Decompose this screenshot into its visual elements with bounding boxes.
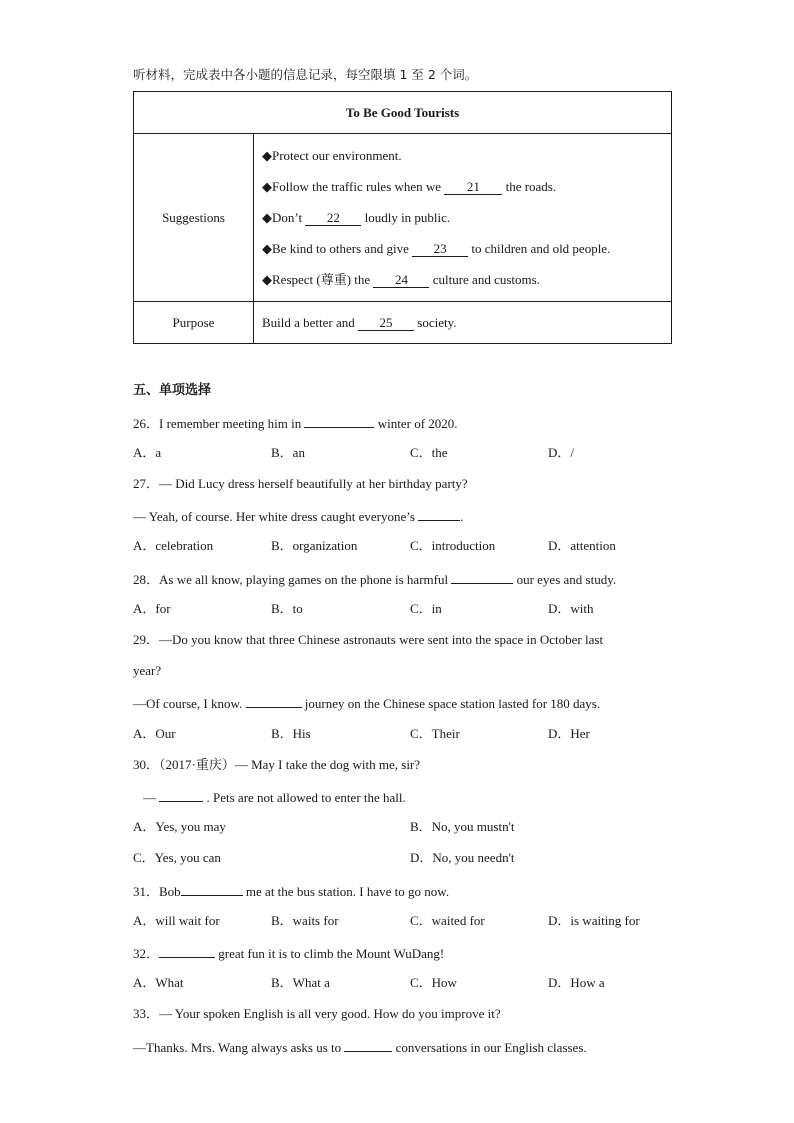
question-29-continued: year? bbox=[133, 663, 162, 678]
option-c[interactable]: C．the bbox=[410, 445, 448, 460]
option-b[interactable]: B．His bbox=[271, 726, 311, 741]
suggestion-item: ◆Don’t 22 loudly in public. bbox=[262, 210, 451, 225]
blank-21[interactable]: 21 bbox=[444, 180, 502, 195]
option-d[interactable]: D．attention bbox=[548, 538, 616, 553]
question-27-response: — Yeah, of course. Her white dress caught everyone’s . bbox=[133, 509, 464, 524]
option-d[interactable]: D．is waiting for bbox=[548, 913, 640, 928]
info-table bbox=[133, 91, 672, 344]
option-b[interactable]: B．waits for bbox=[271, 913, 339, 928]
option-d[interactable]: D．How a bbox=[548, 975, 605, 990]
option-d[interactable]: D．Her bbox=[548, 726, 590, 741]
option-d[interactable]: D．/ bbox=[548, 445, 575, 460]
option-b[interactable]: B．What a bbox=[271, 975, 330, 990]
option-d[interactable]: D．No, you needn't bbox=[410, 850, 515, 865]
answer-blank[interactable] bbox=[181, 882, 243, 896]
question-29: 29．—Do you know that three Chinese astronauts were sent into the space in October last bbox=[133, 632, 604, 647]
option-a[interactable]: A．celebration bbox=[133, 538, 214, 553]
option-b[interactable]: B．No, you mustn't bbox=[410, 819, 515, 834]
question-27: 27．— Did Lucy dress herself beautifully at her birthday party? bbox=[133, 476, 468, 491]
answer-blank[interactable] bbox=[246, 694, 302, 708]
option-a[interactable]: A．What bbox=[133, 975, 184, 990]
question-30-response: — . Pets are not allowed to enter the hall. bbox=[143, 790, 406, 805]
option-a[interactable]: A．Our bbox=[133, 726, 176, 741]
question-29-response: —Of course, I know. journey on the Chinese space station lasted for 180 days. bbox=[133, 696, 601, 711]
option-b[interactable]: B．an bbox=[271, 445, 305, 460]
blank-24[interactable]: 24 bbox=[373, 273, 429, 288]
blank-22[interactable]: 22 bbox=[305, 211, 361, 226]
option-c[interactable]: C．waited for bbox=[410, 913, 485, 928]
option-c[interactable]: C．in bbox=[410, 601, 442, 616]
table-title: To Be Good Tourists bbox=[134, 92, 672, 134]
question-31: 31．Bob me at the bus station. I have to go now. bbox=[133, 884, 450, 899]
option-a[interactable]: A．Yes, you may bbox=[133, 819, 226, 834]
option-c[interactable]: C．How bbox=[410, 975, 457, 990]
answer-blank[interactable] bbox=[418, 507, 460, 521]
question-33-response: —Thanks. Mrs. Wang always asks us to conversations in our English classes. bbox=[133, 1040, 587, 1055]
answer-blank[interactable] bbox=[344, 1038, 392, 1052]
blank-25[interactable]: 25 bbox=[358, 316, 414, 331]
question-28: 28．As we all know, playing games on the phone is harmful our eyes and study. bbox=[133, 572, 617, 587]
option-c[interactable]: C．Their bbox=[410, 726, 460, 741]
section-title: 五、单项选择 bbox=[133, 383, 212, 398]
blank-23[interactable]: 23 bbox=[412, 242, 468, 257]
option-b[interactable]: B．organization bbox=[271, 538, 358, 553]
purpose-label: Purpose bbox=[134, 302, 254, 344]
suggestion-item: ◆Respect (尊重) the 24 culture and customs. bbox=[262, 272, 540, 287]
suggestions-cell bbox=[254, 134, 672, 302]
suggestion-item: ◆Protect our environment. bbox=[262, 148, 402, 163]
question-30: 30．（2017·重庆）— May I take the dog with me, sir? bbox=[133, 757, 421, 772]
question-32: 32． great fun it is to climb the Mount WuDang! bbox=[133, 946, 445, 961]
option-b[interactable]: B．to bbox=[271, 601, 303, 616]
suggestion-item: ◆Be kind to others and give 23 to children and old people. bbox=[262, 241, 611, 256]
option-c[interactable]: C．Yes, you can bbox=[133, 850, 221, 865]
option-c[interactable]: C．introduction bbox=[410, 538, 496, 553]
instruction: 听材料，完成表中各小题的信息记录，每空限填 1 至 2 个词。 bbox=[133, 67, 478, 82]
purpose-cell: Build a better and 25 society. bbox=[254, 302, 672, 344]
option-a[interactable]: A．a bbox=[133, 445, 162, 460]
question-33: 33．— Your spoken English is all very good. How do you improve it? bbox=[133, 1006, 501, 1021]
option-a[interactable]: A．will wait for bbox=[133, 913, 220, 928]
option-d[interactable]: D．with bbox=[548, 601, 594, 616]
answer-blank[interactable] bbox=[304, 414, 374, 428]
option-a[interactable]: A．for bbox=[133, 601, 171, 616]
answer-blank[interactable] bbox=[159, 944, 215, 958]
answer-blank[interactable] bbox=[159, 788, 203, 802]
question-26: 26．I remember meeting him in winter of 2020. bbox=[133, 416, 458, 431]
answer-blank[interactable] bbox=[451, 570, 513, 584]
suggestions-label: Suggestions bbox=[134, 134, 254, 302]
suggestion-item: ◆Follow the traffic rules when we 21 the roads. bbox=[262, 179, 557, 194]
